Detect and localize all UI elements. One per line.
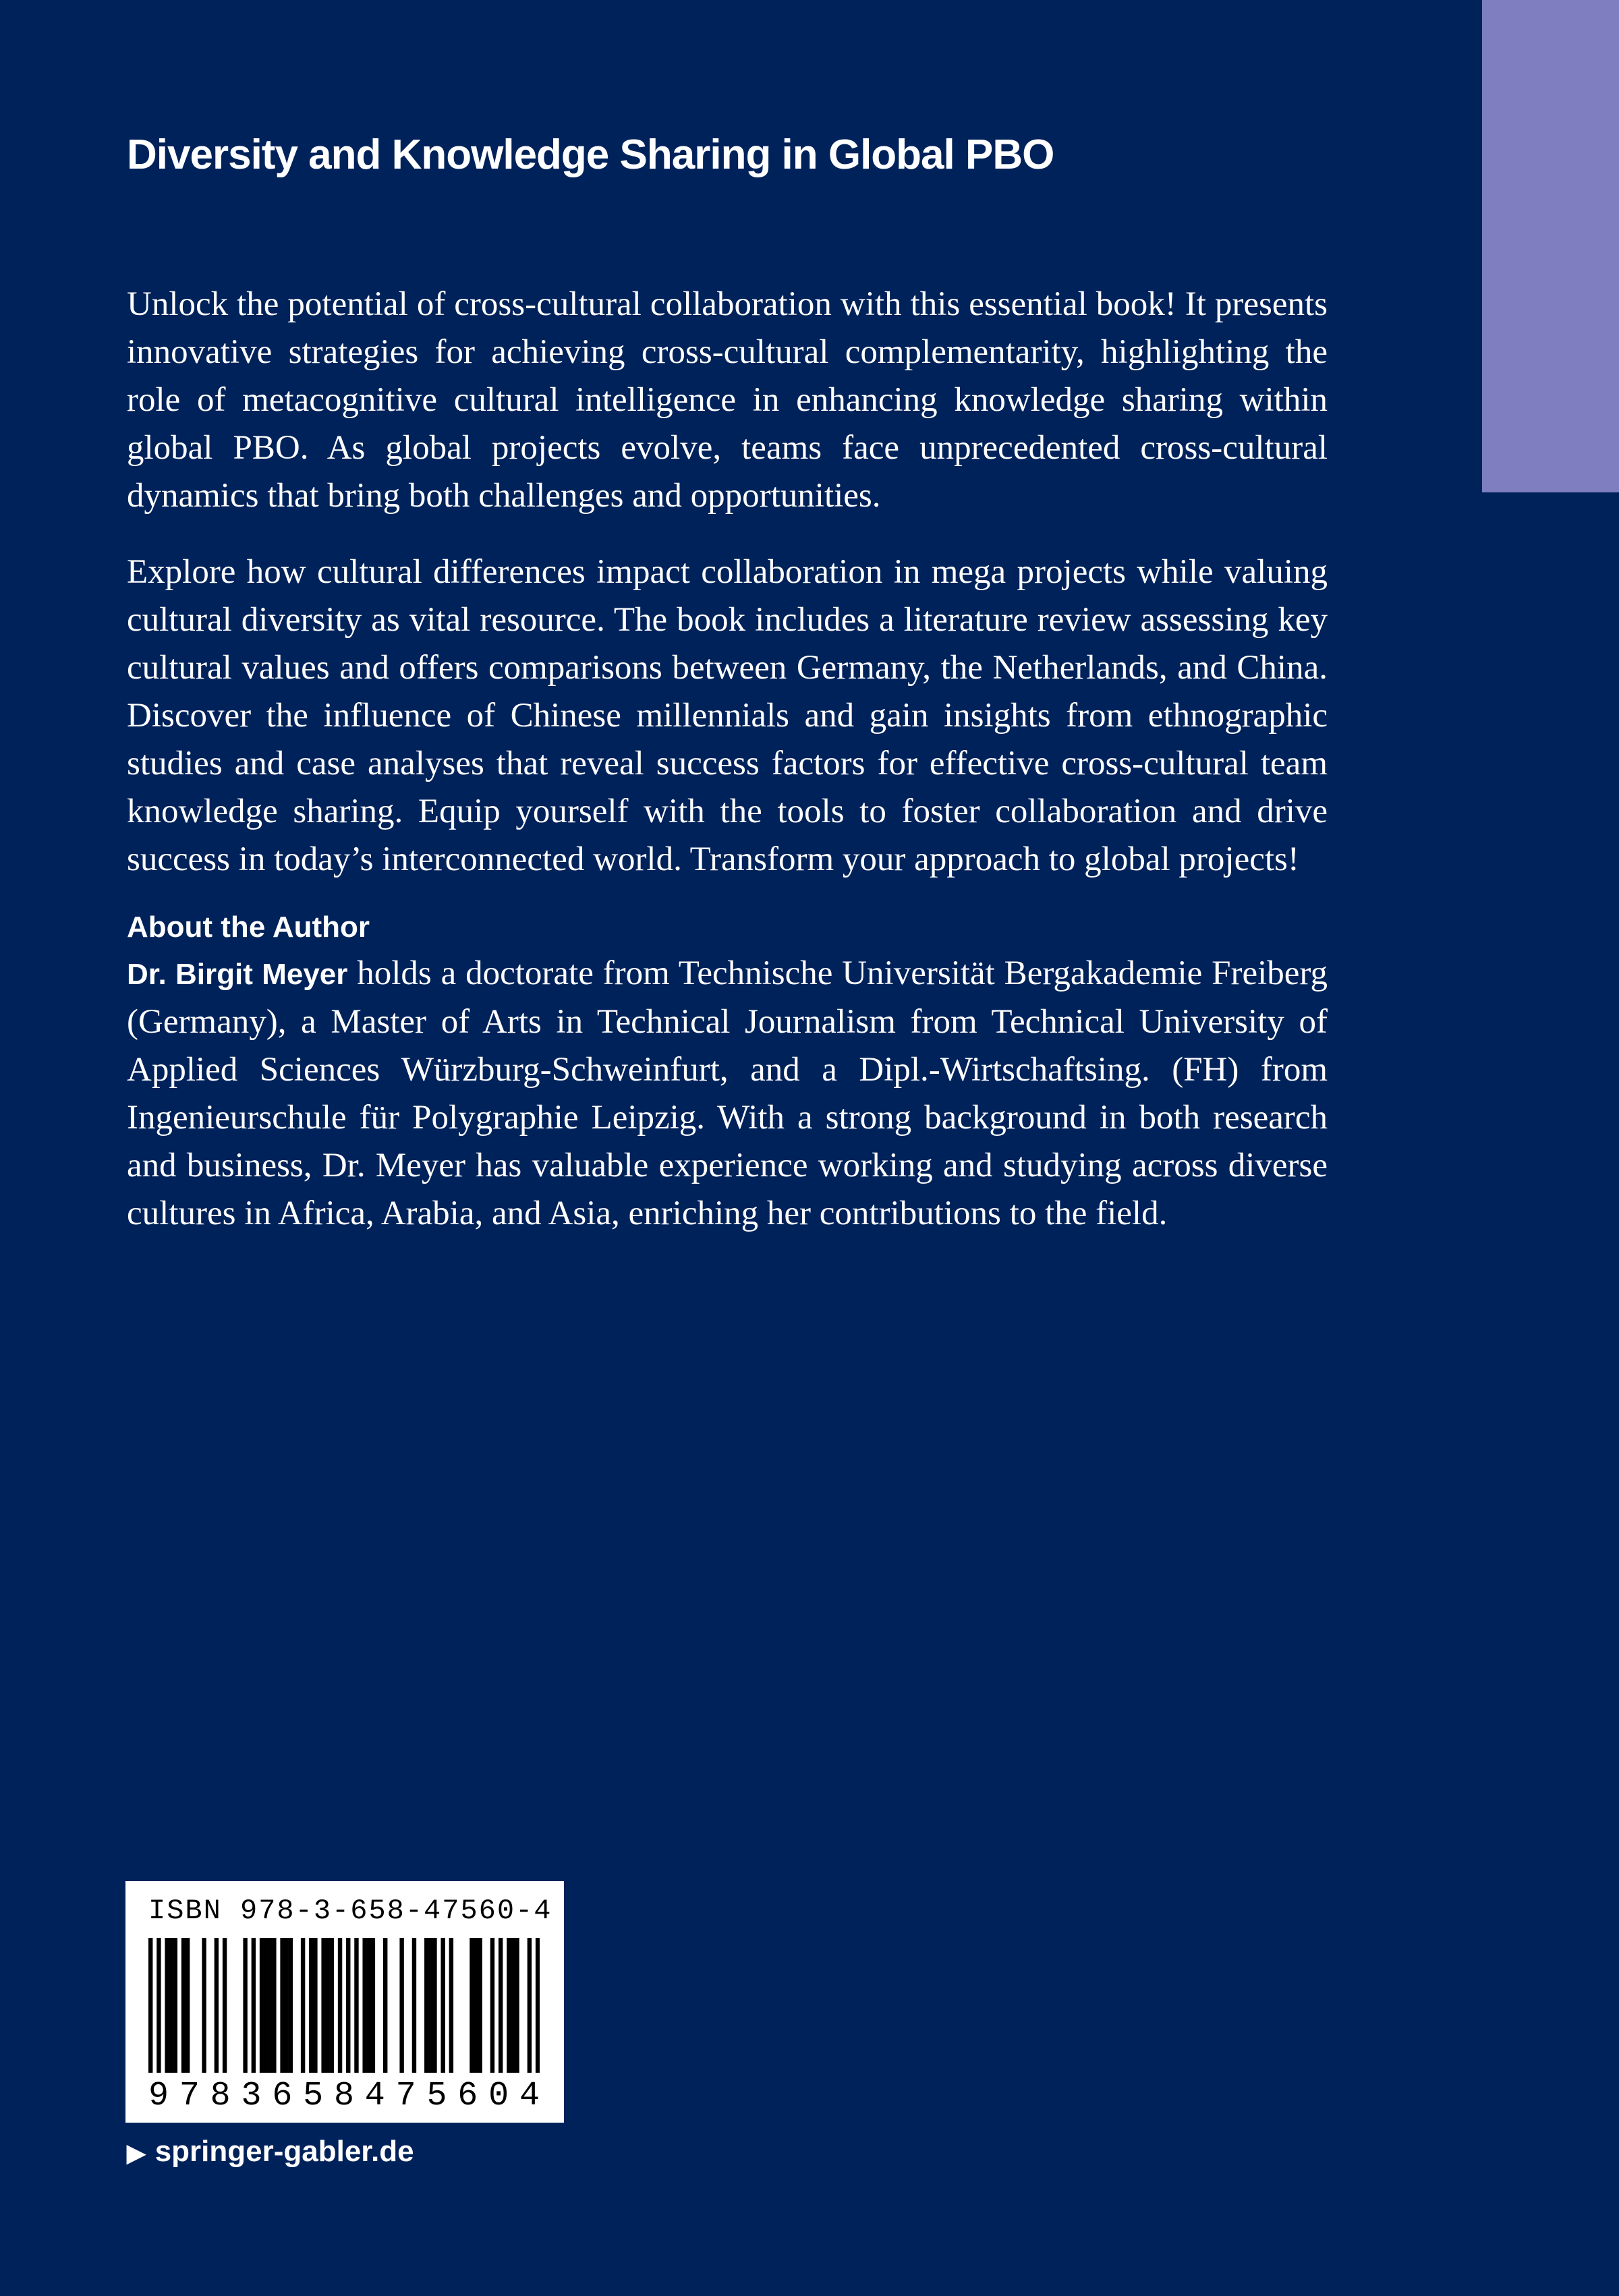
barcode-bar: [507, 1938, 511, 2073]
barcode-bar: [399, 1938, 403, 2073]
barcode-bar: [309, 1938, 313, 2073]
barcode-bar: [371, 1938, 375, 2073]
barcode-bar: [264, 1938, 268, 2073]
barcode-bar: [536, 1938, 540, 2073]
barcode-bar: [173, 1938, 177, 2073]
barcode-bar: [280, 1938, 284, 2073]
barcode-bar: [383, 1938, 387, 2073]
barcode-digit: 3: [241, 2077, 262, 2115]
triangle-right-icon: ▶: [127, 2139, 146, 2166]
barcode-digit: 8: [210, 2077, 231, 2115]
barcode-bars: [148, 1938, 540, 2073]
publisher-link[interactable]: [127, 2131, 414, 2173]
author-bio: [127, 950, 1328, 1238]
barcode-bar: [321, 1938, 325, 2073]
barcode-digit: 6: [457, 2077, 478, 2115]
barcode-bar: [490, 1938, 494, 2073]
barcode-bar: [268, 1938, 272, 2073]
barcode-digit: 6: [272, 2077, 293, 2115]
barcode-digit: 4: [364, 2077, 385, 2115]
barcode-digit: 7: [395, 2077, 416, 2115]
barcode-bar: [301, 1938, 305, 2073]
barcode-bar: [272, 1938, 276, 2073]
barcode-bar: [243, 1938, 247, 2073]
barcode-bar: [424, 1938, 428, 2073]
barcode-bar: [338, 1938, 342, 2073]
barcode-digit: 8: [333, 2077, 354, 2115]
barcode-bar: [511, 1938, 515, 2073]
barcode-bar: [367, 1938, 371, 2073]
barcode-bar: [449, 1938, 453, 2073]
author-name: Dr. Birgit Meyer: [127, 958, 348, 991]
barcode-digit: 7: [179, 2077, 200, 2115]
back-cover-content: [127, 121, 1328, 1238]
barcode-bar: [186, 1938, 190, 2073]
about-author-heading: About the Author: [127, 911, 370, 944]
accent-tab: [1482, 0, 1619, 492]
author-bio-text: holds a doctorate from Technische Universität Bergakademie Freiberg (Germany), a Master of Arts in Technical Journalism from Technical University of Applied Sciences Würzburg-Schweinfurt, and a Dipl.-Wirtschaftsing. (FH) from Ingenieurschule für Polygraphie Leipzig. With a strong background in both research and business, Dr. Meyer has valuable experience working and studying across diverse cultures in Africa, Arabia, and Asia, enriching her contributions to the field.: [127, 954, 1328, 1232]
barcode-bar: [528, 1938, 532, 2073]
barcode-digit: 4: [519, 2077, 540, 2115]
barcode-digit: 5: [426, 2077, 447, 2115]
isbn-barcode: [125, 1881, 564, 2123]
barcode-bar: [223, 1938, 227, 2073]
barcode-bar: [252, 1938, 256, 2073]
book-title: Diversity and Knowledge Sharing in Global PBO: [127, 132, 1054, 178]
barcode-digits: [148, 2077, 540, 2115]
barcode-bar: [330, 1938, 334, 2073]
barcode-bar: [412, 1938, 416, 2073]
barcode-bar: [326, 1938, 330, 2073]
isbn-label: ISBN 978-3-658-47560-4: [148, 1895, 552, 1927]
barcode-bar: [441, 1938, 445, 2073]
barcode-bar: [478, 1938, 482, 2073]
barcode-bar: [169, 1938, 173, 2073]
barcode-bar: [202, 1938, 206, 2073]
barcode-bar: [157, 1938, 161, 2073]
barcode-digit: 0: [488, 2077, 509, 2115]
barcode-bar: [428, 1938, 432, 2073]
barcode-bar: [215, 1938, 219, 2073]
barcode-bar: [313, 1938, 317, 2073]
barcode-bar: [284, 1938, 288, 2073]
barcode-digit: 5: [303, 2077, 324, 2115]
publisher-url: springer-gabler.de: [154, 2135, 414, 2168]
barcode-bar: [289, 1938, 293, 2073]
barcode-digit: 9: [148, 2077, 169, 2115]
barcode-bar: [499, 1938, 503, 2073]
barcode-bar: [362, 1938, 366, 2073]
barcode-bar: [470, 1938, 474, 2073]
barcode-bar: [260, 1938, 264, 2073]
blurb-paragraph-1: Unlock the potential of cross-cultural collaboration with this essential book! It presents innovative strategies for achieving cross-cultural complementarity, highlighting the role of metacognitive cultural intelligence in enhancing knowledge sharing within global PBO. As global projects evolve, teams face unprecedented cross-cultural dynamics that bring both challenges and opportunities.: [127, 285, 1328, 515]
barcode-bar: [181, 1938, 186, 2073]
barcode-bar: [354, 1938, 358, 2073]
barcode-bar: [165, 1938, 169, 2073]
barcode-bar: [148, 1938, 152, 2073]
barcode-bar: [346, 1938, 350, 2073]
barcode-bar: [432, 1938, 436, 2073]
blurb-paragraph-2: Explore how cultural differences impact collaboration in mega projects while valuing cultural diversity as vital resource. The book includes a literature review assessing key cultural values and offers comparisons between Germany, the Netherlands, and China. Discover the influence of Chinese millennials and gain insights from ethnographic studies and case analyses that reveal success factors for effective cross-cultural team knowledge sharing. Equip yourself with the tools to foster collaboration and drive success in today’s interconnected world. Transform your approach to global projects!: [127, 553, 1328, 878]
barcode-bar: [474, 1938, 478, 2073]
barcode-bar: [515, 1938, 519, 2073]
